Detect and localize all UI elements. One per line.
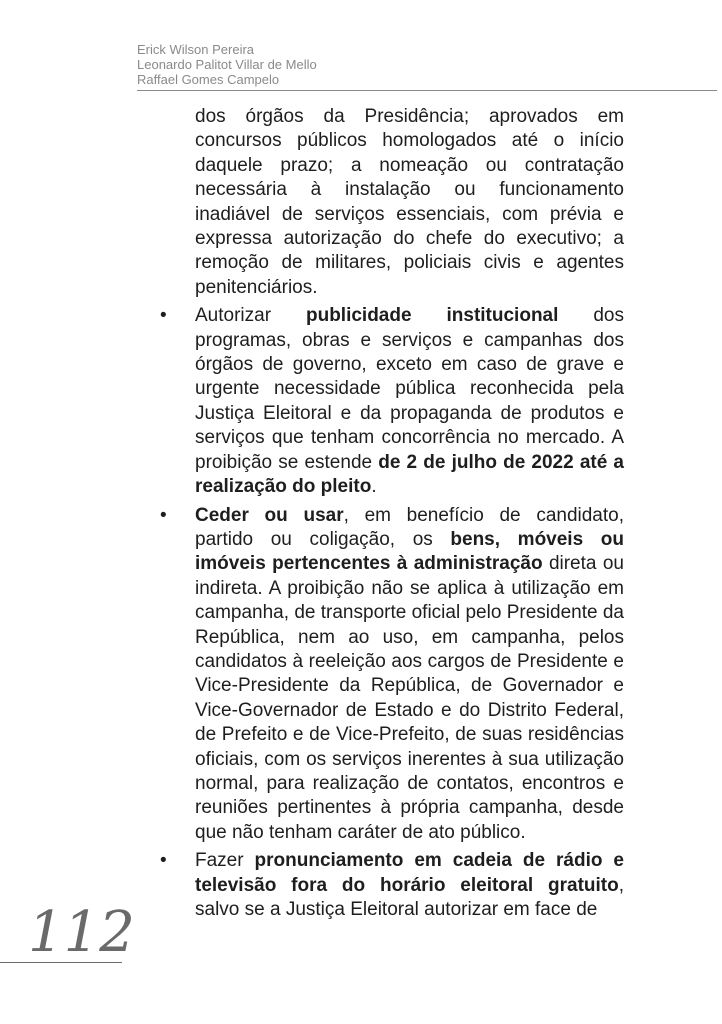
bullet-icon: •	[160, 305, 167, 327]
bullet-list	[160, 304, 625, 922]
item-bold-text: bens, móveis ou imóveis pertencentes à administração	[195, 528, 624, 575]
item-bold-text: pronunciamento em cadeia de rádio e televisão fora do horário eleitoral gratuito	[195, 850, 624, 896]
item-text: , salvo se a Justiça Eleitoral autorizar em face de	[195, 874, 624, 920]
item-text: .	[371, 476, 377, 498]
header-divider	[137, 90, 717, 91]
list-item	[160, 504, 625, 846]
item-text: Fazer	[195, 850, 255, 872]
item-text: dos programas, obras e serviços e campanhas dos órgãos de governo, exceto em caso de grave e urgente necessidade pública reconhecida pela Justiça Eleitoral e da propaganda de produtos e serviços que tenham concorrência no mercado. A proibição se estende	[195, 305, 624, 473]
bullet-icon: •	[160, 504, 167, 526]
body-text	[160, 105, 625, 922]
page-number: 112	[28, 900, 135, 965]
list-item	[160, 304, 624, 499]
item-bold-text: de 2 de julho de 2022 até a realização do pleito	[195, 451, 624, 498]
item-text: direta ou indireta. A proibição não se aplica à utilização em campanha, de transporte oficial pelo Presidente da República, nem ao uso, em campanha, pelos candidatos à reeleição aos cargos de Presidente e Vice-Presidente da República, de Governador e Vice-Governador de Estado e do Distrito Federal, de Prefeito e de Vice-Prefeito, de suas residências oficiais, com os serviços inerentes à sua utilização normal, para realização de contatos, encontros e reuniões pertinentes à própria campanha, desde que não tenham caráter de ato público.	[195, 553, 624, 843]
item-text: Autorizar	[195, 305, 306, 327]
author-name: Raffael Gomes Campelo	[137, 72, 280, 87]
bullet-icon: •	[160, 850, 167, 872]
list-item	[160, 849, 624, 922]
author-name: Leonardo Palitot Villar de Mello	[137, 57, 317, 72]
item-bold-text: Ceder ou usar	[195, 504, 344, 526]
author-name: Erick Wilson Pereira	[137, 42, 255, 57]
item-text: , em benefício de candidato, partido ou coligação, os	[195, 504, 625, 550]
continuation-paragraph: dos órgãos da Presidência; aprovados em concursos públicos homologados até o início daquele prazo; a nomeação ou contratação necessária à instalação ou funcionamento inadiável de serviços essenciais, com prévia e expressa autorização do chefe do executivo; a remoção de militares, policiais civis e agentes penitenciários.	[195, 106, 624, 298]
footer-divider	[0, 962, 122, 963]
running-header	[137, 42, 317, 87]
item-bold-text: publicidade institucional	[305, 305, 559, 327]
